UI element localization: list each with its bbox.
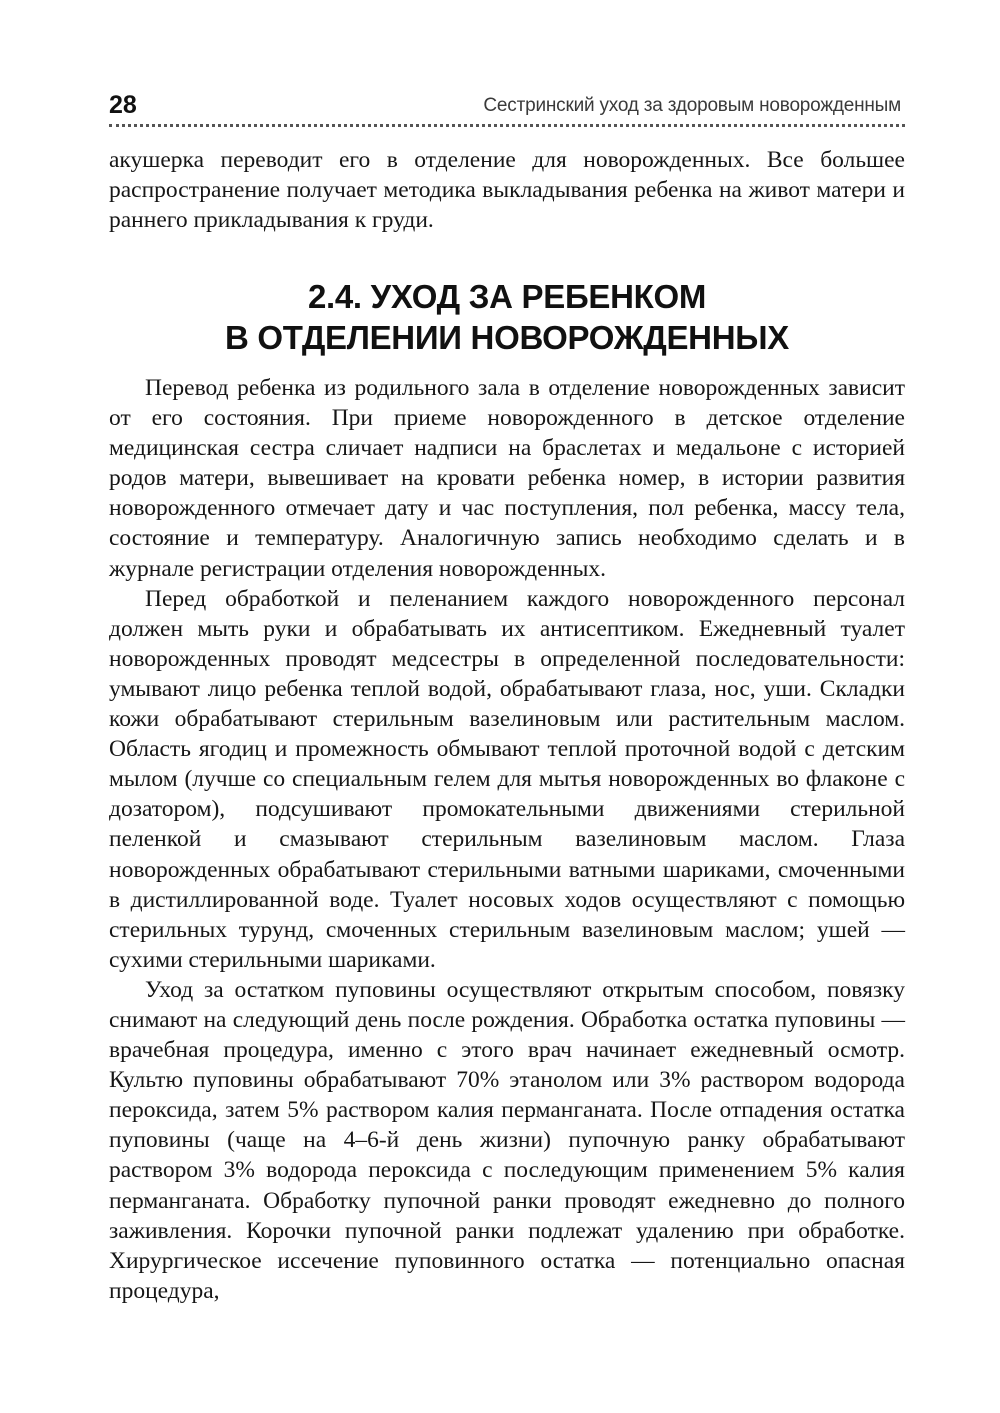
section-title-line-2: В ОТДЕЛЕНИИ НОВОРОЖДЕННЫХ (225, 319, 789, 356)
section-title (109, 276, 905, 358)
page-header (109, 90, 905, 130)
paragraph-umbilical-care: Уход за остатком пуповины осуществляют открытым способом, повязку снимают на следующий день после рождения. Обработка остатка пуповины — врачебная процедура, именно с этого врач начинает ежедневный осмотр. Культю пуповины обрабатывают 70% этанолом или 3% раствором водорода пероксида, затем 5% раствором калия перманганата. После отпадения остатка пуповины (чаще на 4–6-й день жизни) пупочную ранку обрабатывают раствором 3% водорода пероксида с последующим применением 5% калия перманганата. Обработку пупочной ранки проводят ежедневно до полного заживления. Корочки пупочной ранки подлежат удалению при обработке. Хирургическое иссечение пуповинного остатка — потенциально опасная процедура, (109, 976, 905, 1304)
header-divider (109, 124, 905, 127)
intro-paragraph: акушерка переводит его в отделение для новорожденных. Все большее распространение получает методика выкладывания ребенка на живот матери и раннего прикладывания к груди. (109, 147, 905, 234)
running-title: Сестринский уход за здоровым новорожденным (483, 95, 901, 116)
section-title-line-1: 2.4. УХОД ЗА РЕБЕНКОМ (307, 278, 707, 315)
section-body (109, 373, 905, 1306)
page-number: 28 (109, 91, 137, 119)
paragraph-daily-care: Перед обработкой и пеленанием каждого новорожденного персонал должен мыть руки и обрабатывать их антисептиком. Ежедневный туалет новорожденных проводят медсестры в определенной последовательности: умывают лицо ребенка теплой водой, обрабатывают глаза, нос, уши. Складки кожи обрабатывают стерильным вазелиновым или растительным маслом. Область ягодиц и промежность обмывают теплой проточной водой с детским мылом (лучше со специальным гелем для мытья новорожденных во флаконе с дозатором), подсушивают промокательными движениями стерильной пеленкой и смазывают стерильным вазелиновым маслом. Глаза новорожденных обрабатывают стерильными ватными шариками, смоченными в дистиллированной воде. Туалет носовых ходов осуществляют с помощью стерильных турунд, смоченных стерильным вазелиновым маслом; ушей — сухими стерильными шариками. (109, 585, 905, 973)
paragraph-transfer: Перевод ребенка из родильного зала в отделение новорожденных зависит от его состояния. При приеме новорожденного в детское отделение медицинская сестра сличает надписи на браслетах и медальоне с историей родов матери, вывешивает на кровати ребенка номер, в истории развития новорожденного отмечает дату и час поступления, пол ребенка, массу тела, состояние и температуру. Аналогичную запись необходимо сделать и в журнале регистрации отделения новорожденных. (109, 375, 905, 582)
intro-block (109, 145, 905, 235)
